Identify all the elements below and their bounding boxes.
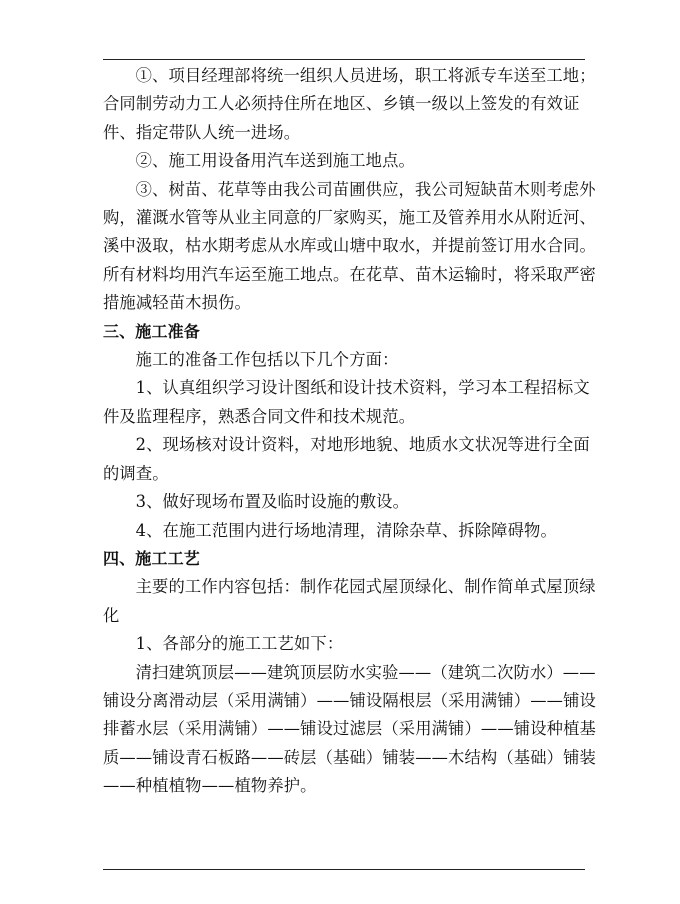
section-heading-4: 四、施工工艺 xyxy=(103,548,200,568)
list-item xyxy=(103,431,590,488)
paragraph-1 xyxy=(103,62,596,147)
text-line: 所有材料均用汽车运至施工地点。在花草、苗木运输时，将采取严密 xyxy=(103,264,596,284)
text-line: 1、各部分的施工工艺如下： xyxy=(135,634,344,654)
section-3-intro xyxy=(103,346,585,374)
text-line: 主要的工作内容包括：制作花园式屋顶绿化、制作简单式屋顶绿 xyxy=(135,577,596,597)
text-line: 质——铺设青石板路——砖层（基础）铺装——木结构（基础）铺装 xyxy=(103,747,596,767)
text-line: 合同制劳动力工人必须持住所在地区、乡镇一级以上签发的有效证 xyxy=(103,94,580,114)
list-item xyxy=(103,517,585,545)
text-line: 铺设分离滑动层（采用满铺）——铺设隔根层（采用满铺）——铺设 xyxy=(103,690,596,710)
text-line: 的调查。 xyxy=(103,463,169,483)
text-line: 清扫建筑顶层——建筑顶层防水实验——（建筑二次防水）—— xyxy=(135,662,596,682)
text-line: ②、施工用设备用汽车送到施工地点。 xyxy=(135,151,415,171)
text-line: 排蓄水层（采用满铺）——铺设过滤层（采用满铺）——铺设种植基 xyxy=(103,719,596,739)
list-item xyxy=(103,488,585,516)
text-line: 2、现场核对设计资料，对地形地貌、地质水文状况等进行全面 xyxy=(135,435,590,455)
process-steps xyxy=(103,659,596,801)
text-line: 件、指定带队人统一进场。 xyxy=(103,122,301,142)
text-line: 施工的准备工作包括以下几个方面： xyxy=(135,350,399,370)
text-line: 4、在施工范围内进行场地清理，清除杂草、拆除障碍物。 xyxy=(135,520,557,540)
text-line: 件及监理程序，熟悉合同文件和技术规范。 xyxy=(103,406,416,426)
text-line: 1、认真组织学习设计图纸和设计技术资料，学习本工程招标文 xyxy=(135,378,590,398)
paragraph-3 xyxy=(103,176,596,318)
header-rule xyxy=(103,59,585,60)
footer-rule xyxy=(103,869,585,870)
section-4-sub xyxy=(103,630,585,658)
text-line: 溪中汲取，枯水期考虑从水库或山塘中取水，并提前签订用水合同。 xyxy=(103,236,596,256)
text-line: 3、做好现场布置及临时设施的敷设。 xyxy=(135,492,410,512)
text-line: ①、项目经理部将统一组织人员进场，职工将派专车送至工地； xyxy=(135,66,596,85)
text-line: 购，灌溉水管等从业主同意的厂家购买，施工及管养用水从附近河、 xyxy=(103,208,596,228)
text-line: ——种植植物——植物养护。 xyxy=(103,776,317,796)
paragraph-2 xyxy=(103,147,585,175)
text-line: 化 xyxy=(103,605,120,625)
section-4-intro xyxy=(103,573,596,630)
section-heading-3: 三、施工准备 xyxy=(103,321,200,341)
document-body xyxy=(103,62,596,801)
text-line: ③、树苗、花草等由我公司苗圃供应，我公司短缺苗木则考虑外 xyxy=(135,179,596,199)
text-line: 措施减轻苗木损伤。 xyxy=(103,293,251,313)
list-item xyxy=(103,374,590,431)
